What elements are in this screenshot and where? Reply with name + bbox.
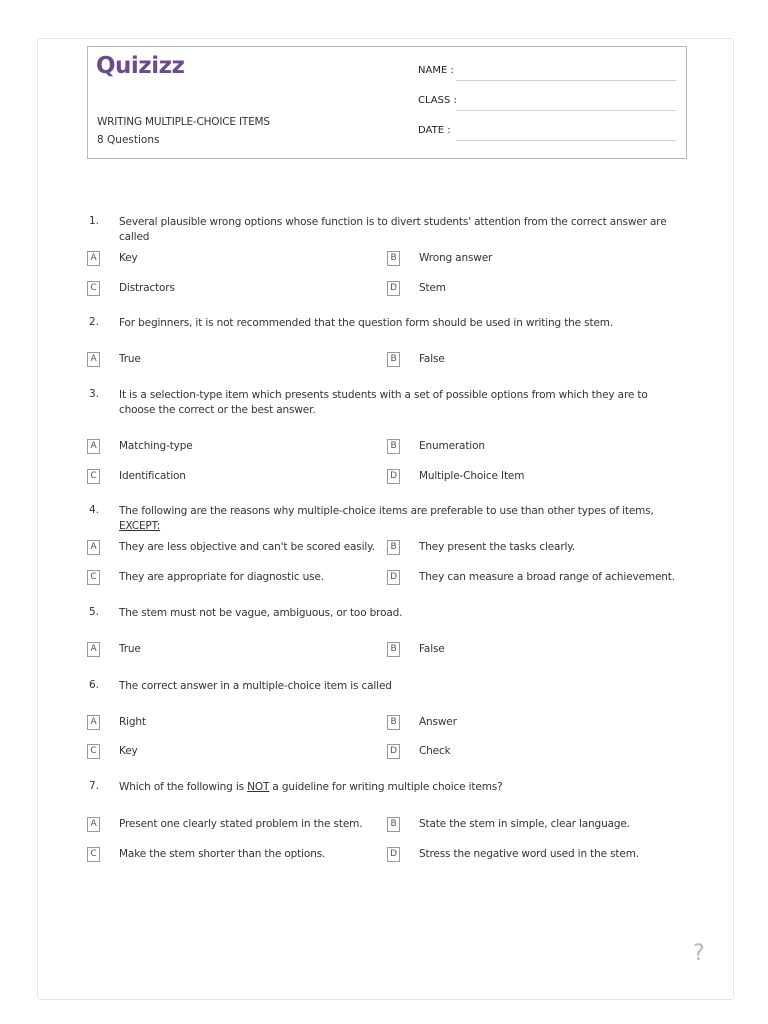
option-text: True — [119, 643, 141, 655]
option-letter-box: B — [387, 817, 400, 832]
option-text: Key — [119, 745, 138, 757]
option-letter-box: C — [87, 469, 100, 484]
question-text: The stem must not be vague, ambiguous, or too broad. — [119, 607, 403, 619]
name-field[interactable] — [418, 65, 676, 81]
option-letter-box: A — [87, 817, 100, 832]
question-text: For beginners, it is not recommended that the question form should be used in writing the stem. — [119, 317, 614, 329]
date-field[interactable] — [418, 125, 676, 141]
class-line[interactable] — [456, 110, 676, 111]
option-letter-box: A — [87, 540, 100, 555]
option-text: Answer — [419, 716, 457, 728]
option-letter-box: B — [387, 352, 400, 367]
option-text: Make the stem shorter than the options. — [119, 848, 326, 860]
option-text: They are less objective and can't be scored easily. — [119, 541, 375, 553]
option-text: They present the tasks clearly. — [419, 541, 576, 553]
question-number: 7. — [89, 780, 100, 792]
option-text: False — [419, 643, 445, 655]
option-text: Check — [419, 745, 451, 757]
option-text: Right — [119, 716, 146, 728]
worksheet-title: WRITING MULTIPLE-CHOICE ITEMS — [97, 116, 270, 128]
option-text: Multiple-Choice Item — [419, 470, 525, 482]
option-letter-box: D — [387, 281, 400, 296]
name-line[interactable] — [456, 80, 676, 81]
question-text — [119, 780, 671, 795]
option-text: They are appropriate for diagnostic use. — [119, 571, 324, 583]
date-line[interactable] — [456, 140, 676, 141]
option-letter-box: B — [387, 642, 400, 657]
option-text: Present one clearly stated problem in the stem. — [119, 818, 363, 830]
option-letter-box: C — [87, 847, 100, 862]
option-text: Distractors — [119, 282, 175, 294]
option-text: True — [119, 353, 141, 365]
option-letter-box: B — [387, 540, 400, 555]
question-number: 5. — [89, 606, 100, 618]
question-text-part: a guideline for writing multiple choice items? — [269, 781, 503, 793]
question-number: 4. — [89, 504, 100, 516]
option-letter-box: D — [387, 469, 400, 484]
option-letter-box: C — [87, 281, 100, 296]
option-letter-box: B — [387, 251, 400, 266]
option-text: Stress the negative word used in the stem. — [419, 848, 639, 860]
worksheet-page — [37, 38, 734, 1000]
date-label: DATE : — [418, 125, 451, 136]
option-letter-box: D — [387, 570, 400, 585]
worksheet-header — [87, 46, 687, 159]
question-text-part: Which of the following is — [119, 781, 248, 793]
option-letter-box: D — [387, 744, 400, 759]
question-number: 3. — [89, 388, 100, 400]
quizizz-logo: Quizizz — [96, 53, 185, 79]
option-text: Enumeration — [419, 440, 485, 452]
option-text: Matching-type — [119, 440, 193, 452]
question-emphasis: NOT — [247, 781, 270, 793]
question-text: Several plausible wrong options whose function is to divert students' attention from the correct answer are called — [119, 216, 667, 243]
option-letter-box: A — [87, 439, 100, 454]
question-text: The correct answer in a multiple-choice item is called — [119, 680, 392, 692]
question-text — [119, 504, 671, 534]
option-letter-box: B — [387, 439, 400, 454]
option-text: False — [419, 353, 445, 365]
option-letter-box: A — [87, 251, 100, 266]
question-emphasis: EXCEPT: — [119, 520, 161, 532]
option-text: Wrong answer — [419, 252, 493, 264]
option-letter-box: C — [87, 744, 100, 759]
question-text-part: The following are the reasons why multiple-choice items are preferable to use than other types of items, — [119, 505, 654, 517]
question-text: It is a selection-type item which presents students with a set of possible options from which they are to choose the correct or the best answer. — [119, 389, 648, 416]
question-count: 8 Questions — [97, 134, 160, 146]
option-text: Stem — [419, 282, 446, 294]
name-label: NAME : — [418, 65, 454, 76]
option-letter-box: A — [87, 642, 100, 657]
option-letter-box: B — [387, 715, 400, 730]
question-number: 6. — [89, 679, 100, 691]
class-label: CLASS : — [418, 95, 457, 106]
option-text: Identification — [119, 470, 186, 482]
question-mark-icon[interactable]: ? — [693, 941, 705, 966]
option-text: State the stem in simple, clear language. — [419, 818, 630, 830]
option-letter-box: A — [87, 352, 100, 367]
option-text: Key — [119, 252, 138, 264]
class-field[interactable] — [418, 95, 676, 111]
question-number: 1. — [89, 215, 100, 227]
option-letter-box: C — [87, 570, 100, 585]
option-letter-box: A — [87, 715, 100, 730]
question-number: 2. — [89, 316, 100, 328]
option-text: They can measure a broad range of achievement. — [419, 571, 675, 583]
option-letter-box: D — [387, 847, 400, 862]
